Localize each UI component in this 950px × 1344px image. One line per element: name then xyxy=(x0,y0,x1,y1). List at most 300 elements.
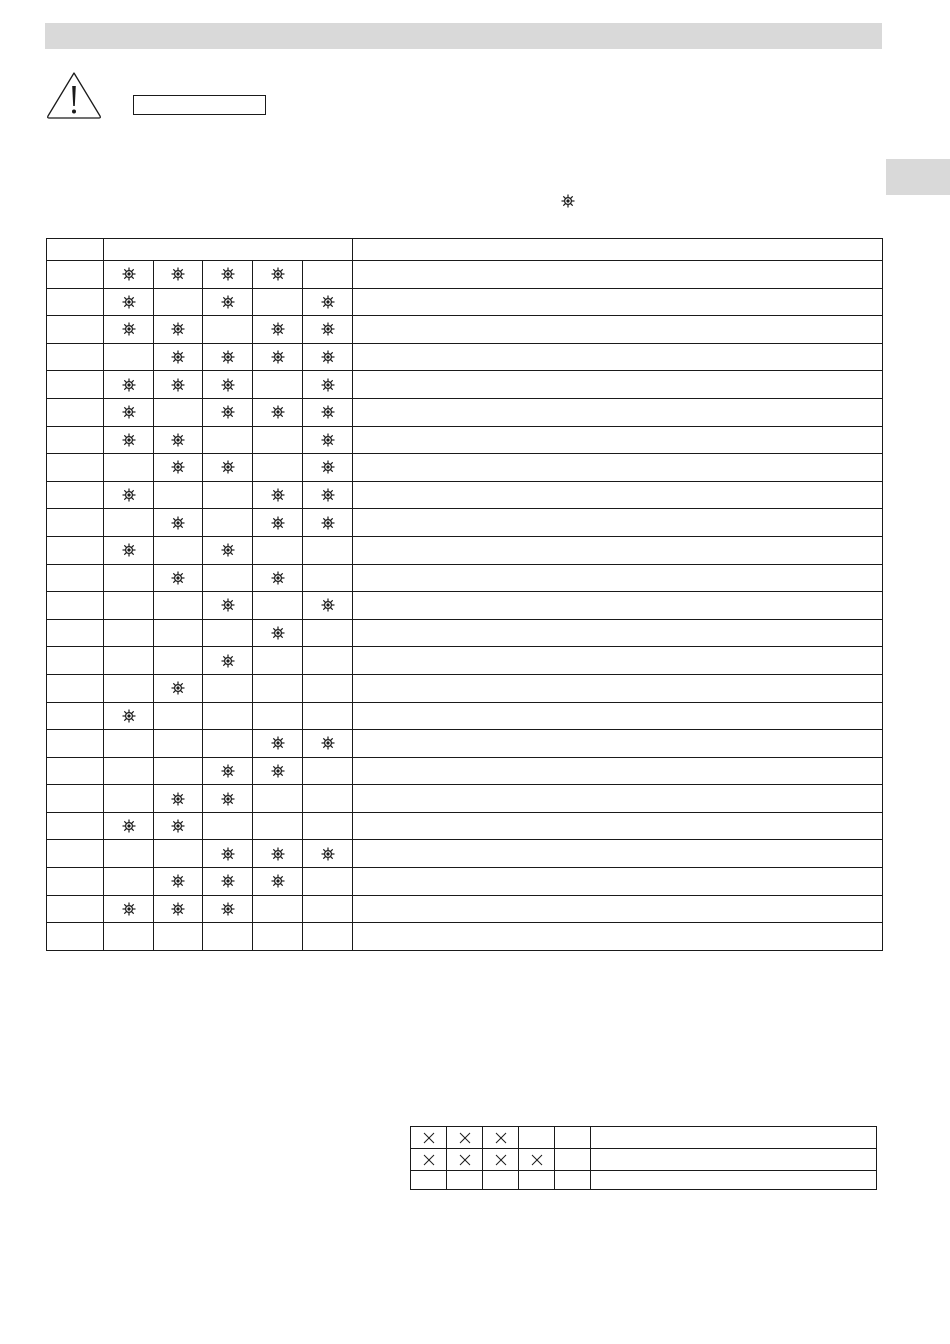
code-cell xyxy=(47,647,104,675)
led-cell xyxy=(154,895,203,923)
led-flash-icon xyxy=(321,322,335,336)
led-flash-icon xyxy=(321,405,335,419)
description-cell xyxy=(353,454,883,482)
cross-cell xyxy=(483,1171,519,1190)
led-cell xyxy=(154,398,203,426)
code-cell xyxy=(47,536,104,564)
led-cell xyxy=(203,702,253,730)
description-cell xyxy=(353,398,883,426)
led-flash-icon xyxy=(122,433,136,447)
led-cell xyxy=(154,619,203,647)
code-cell xyxy=(47,702,104,730)
led-cell xyxy=(303,454,353,482)
table-row xyxy=(47,316,883,344)
led-cell xyxy=(303,509,353,537)
cross-cell xyxy=(483,1127,519,1149)
led-cell xyxy=(303,647,353,675)
led-cell xyxy=(154,702,203,730)
code-cell xyxy=(47,371,104,399)
led-cell xyxy=(154,674,203,702)
description-cell xyxy=(353,481,883,509)
led-cell xyxy=(154,536,203,564)
led-cell xyxy=(203,454,253,482)
led-flash-icon xyxy=(122,295,136,309)
led-cell xyxy=(253,923,303,951)
cross-icon xyxy=(495,1132,507,1144)
led-cell xyxy=(203,840,253,868)
led-flash-icon xyxy=(271,350,285,364)
table-row xyxy=(47,509,883,537)
led-cell xyxy=(253,261,303,289)
cross-cell xyxy=(555,1149,591,1171)
led-cell xyxy=(203,757,253,785)
led-cell xyxy=(154,592,203,620)
led-flash-icon xyxy=(171,874,185,888)
led-flash-icon xyxy=(321,488,335,502)
led-flash-icon xyxy=(271,764,285,778)
led-flash-icon xyxy=(321,598,335,612)
description-cell xyxy=(353,371,883,399)
led-flash-icon xyxy=(171,681,185,695)
led-flash-icon xyxy=(321,460,335,474)
led-flash-icon xyxy=(321,350,335,364)
led-cell xyxy=(303,343,353,371)
warning-triangle-icon xyxy=(45,70,103,120)
led-cell xyxy=(203,812,253,840)
cross-cell xyxy=(411,1149,447,1171)
led-flash-icon xyxy=(271,736,285,750)
code-cell xyxy=(47,316,104,344)
led-flash-icon xyxy=(221,764,235,778)
table-row xyxy=(47,702,883,730)
table-row xyxy=(47,619,883,647)
led-flash-icon xyxy=(321,736,335,750)
led-cell xyxy=(303,371,353,399)
description-cell xyxy=(353,674,883,702)
led-cell xyxy=(203,564,253,592)
led-cell xyxy=(104,923,154,951)
led-cell xyxy=(253,592,303,620)
cross-cell xyxy=(519,1171,555,1190)
table-row xyxy=(411,1149,877,1171)
led-flash-icon xyxy=(321,516,335,530)
led-flash-icon xyxy=(221,847,235,861)
description-cell xyxy=(353,592,883,620)
led-cell xyxy=(253,757,303,785)
led-cell xyxy=(253,647,303,675)
led-cell xyxy=(154,288,203,316)
led-flash-icon xyxy=(561,194,575,208)
led-flash-icon xyxy=(221,295,235,309)
label-box xyxy=(133,95,266,115)
led-cell xyxy=(303,398,353,426)
led-flash-icon xyxy=(321,378,335,392)
led-cell xyxy=(154,481,203,509)
led-flash-icon xyxy=(171,460,185,474)
led-flash-icon xyxy=(221,460,235,474)
cross-icon xyxy=(423,1154,435,1166)
led-cell xyxy=(154,343,203,371)
led-cell xyxy=(203,592,253,620)
led-flash-icon xyxy=(171,378,185,392)
header-cell xyxy=(47,239,104,261)
table-row xyxy=(47,730,883,758)
led-cell xyxy=(253,564,303,592)
led-flash-icon xyxy=(271,626,285,640)
led-flash-icon xyxy=(171,792,185,806)
led-cell xyxy=(154,261,203,289)
led-cell xyxy=(203,343,253,371)
led-flash-icon xyxy=(221,378,235,392)
led-flash-icon xyxy=(321,433,335,447)
led-flash-icon xyxy=(221,598,235,612)
description-cell xyxy=(353,812,883,840)
cross-icon xyxy=(495,1154,507,1166)
cross-cell xyxy=(411,1171,447,1190)
led-flash-icon xyxy=(171,819,185,833)
led-cell xyxy=(154,757,203,785)
led-cell xyxy=(203,261,253,289)
header-bar xyxy=(45,23,882,49)
led-flash-icon xyxy=(271,571,285,585)
code-cell xyxy=(47,343,104,371)
led-cell xyxy=(203,316,253,344)
cross-cell xyxy=(447,1127,483,1149)
code-cell xyxy=(47,564,104,592)
led-cell xyxy=(253,840,303,868)
description-cell xyxy=(353,757,883,785)
led-cell xyxy=(303,564,353,592)
led-flash-icon xyxy=(171,516,185,530)
cross-icon xyxy=(423,1132,435,1144)
led-cell xyxy=(154,868,203,896)
led-flash-icon xyxy=(271,322,285,336)
led-cell xyxy=(253,426,303,454)
table-row xyxy=(47,371,883,399)
led-flash-icon xyxy=(221,902,235,916)
led-cell xyxy=(203,288,253,316)
led-cell xyxy=(104,674,154,702)
led-cell xyxy=(253,730,303,758)
led-cell xyxy=(303,730,353,758)
description-cell xyxy=(353,868,883,896)
led-cell xyxy=(253,288,303,316)
led-cell xyxy=(203,730,253,758)
led-flash-icon xyxy=(271,267,285,281)
led-cell xyxy=(154,785,203,813)
led-flash-icon xyxy=(271,874,285,888)
led-cell xyxy=(104,785,154,813)
led-flash-icon xyxy=(221,405,235,419)
cross-cell xyxy=(447,1149,483,1171)
code-cell xyxy=(47,426,104,454)
led-cell xyxy=(303,619,353,647)
led-cell xyxy=(253,481,303,509)
led-cell xyxy=(303,757,353,785)
led-cell xyxy=(253,398,303,426)
code-cell xyxy=(47,730,104,758)
led-flash-icon xyxy=(122,322,136,336)
side-tab xyxy=(886,159,950,195)
code-cell xyxy=(47,923,104,951)
led-cell xyxy=(203,647,253,675)
cross-icon xyxy=(459,1132,471,1144)
led-cell xyxy=(303,674,353,702)
led-flash-icon xyxy=(171,350,185,364)
code-cell xyxy=(47,481,104,509)
led-cell xyxy=(303,426,353,454)
table-row xyxy=(47,895,883,923)
led-flash-icon xyxy=(271,488,285,502)
led-cell xyxy=(203,398,253,426)
code-cell xyxy=(47,757,104,785)
led-cell xyxy=(104,288,154,316)
led-cell xyxy=(104,757,154,785)
header-cell xyxy=(104,239,353,261)
led-cell xyxy=(303,840,353,868)
led-cell xyxy=(203,509,253,537)
led-cell xyxy=(104,371,154,399)
led-cell xyxy=(154,840,203,868)
code-cell xyxy=(47,895,104,923)
led-flash-icon xyxy=(221,267,235,281)
led-cell xyxy=(303,261,353,289)
description-cell xyxy=(353,895,883,923)
cross-cell xyxy=(555,1127,591,1149)
description-cell xyxy=(353,923,883,951)
led-cell xyxy=(154,371,203,399)
led-cell xyxy=(203,895,253,923)
led-status-table xyxy=(46,238,883,951)
led-flash-icon xyxy=(171,902,185,916)
led-cell xyxy=(203,923,253,951)
table-row xyxy=(47,454,883,482)
led-cell xyxy=(253,868,303,896)
description-cell xyxy=(353,840,883,868)
description-cell xyxy=(353,343,883,371)
table-row xyxy=(411,1127,877,1149)
led-cell xyxy=(203,868,253,896)
description-cell xyxy=(353,564,883,592)
led-flash-icon xyxy=(321,295,335,309)
led-cell xyxy=(104,536,154,564)
led-flash-icon xyxy=(171,267,185,281)
cross-cell xyxy=(447,1171,483,1190)
led-cell xyxy=(154,812,203,840)
table-row xyxy=(47,288,883,316)
led-cell xyxy=(104,398,154,426)
led-flash-icon xyxy=(122,902,136,916)
led-flash-icon xyxy=(122,543,136,557)
code-cell xyxy=(47,785,104,813)
description-cell xyxy=(353,785,883,813)
led-cell xyxy=(154,730,203,758)
cross-table xyxy=(410,1126,877,1190)
led-cell xyxy=(303,316,353,344)
led-flash-icon xyxy=(271,405,285,419)
code-cell xyxy=(47,868,104,896)
led-cell xyxy=(303,868,353,896)
led-cell xyxy=(303,481,353,509)
description-cell xyxy=(353,316,883,344)
led-cell xyxy=(154,564,203,592)
led-cell xyxy=(104,316,154,344)
table-row xyxy=(47,812,883,840)
description-cell xyxy=(591,1171,877,1190)
led-cell xyxy=(203,426,253,454)
led-cell xyxy=(154,426,203,454)
led-cell xyxy=(253,371,303,399)
led-cell xyxy=(253,343,303,371)
led-cell xyxy=(303,812,353,840)
led-cell xyxy=(104,730,154,758)
code-cell xyxy=(47,674,104,702)
description-cell xyxy=(353,426,883,454)
led-cell xyxy=(303,702,353,730)
led-cell xyxy=(253,509,303,537)
table-row xyxy=(47,426,883,454)
led-cell xyxy=(303,785,353,813)
description-cell xyxy=(353,288,883,316)
led-cell xyxy=(253,785,303,813)
code-cell xyxy=(47,592,104,620)
led-flash-icon xyxy=(271,847,285,861)
led-cell xyxy=(104,454,154,482)
code-cell xyxy=(47,840,104,868)
table-row xyxy=(47,398,883,426)
led-cell xyxy=(253,316,303,344)
table-row xyxy=(47,674,883,702)
led-flash-icon xyxy=(171,571,185,585)
led-cell xyxy=(203,674,253,702)
description-cell xyxy=(353,509,883,537)
led-cell xyxy=(303,536,353,564)
led-cell xyxy=(253,702,303,730)
table-row xyxy=(47,757,883,785)
table-row xyxy=(47,564,883,592)
led-cell xyxy=(104,343,154,371)
led-cell xyxy=(104,868,154,896)
led-cell xyxy=(154,509,203,537)
code-cell xyxy=(47,509,104,537)
description-cell xyxy=(591,1149,877,1171)
led-flash-icon xyxy=(221,874,235,888)
code-cell xyxy=(47,812,104,840)
cross-cell xyxy=(411,1127,447,1149)
table-row xyxy=(47,923,883,951)
led-cell xyxy=(303,895,353,923)
code-cell xyxy=(47,398,104,426)
code-cell xyxy=(47,288,104,316)
led-cell xyxy=(203,481,253,509)
table-row xyxy=(47,261,883,289)
led-flash-icon xyxy=(221,350,235,364)
description-cell xyxy=(353,536,883,564)
led-cell xyxy=(154,454,203,482)
code-cell xyxy=(47,261,104,289)
led-flash-icon xyxy=(122,378,136,392)
cross-icon xyxy=(459,1154,471,1166)
description-cell xyxy=(353,730,883,758)
led-cell xyxy=(253,536,303,564)
cross-cell xyxy=(519,1127,555,1149)
code-cell xyxy=(47,619,104,647)
led-flash-icon xyxy=(221,654,235,668)
description-cell xyxy=(353,647,883,675)
led-cell xyxy=(303,923,353,951)
led-cell xyxy=(104,619,154,647)
code-cell xyxy=(47,454,104,482)
led-cell xyxy=(104,481,154,509)
led-cell xyxy=(154,647,203,675)
led-flash-icon xyxy=(221,792,235,806)
description-cell xyxy=(353,702,883,730)
table-row xyxy=(47,592,883,620)
led-cell xyxy=(303,288,353,316)
header-cell xyxy=(353,239,883,261)
table-row xyxy=(47,481,883,509)
table-row xyxy=(47,868,883,896)
table-header-row xyxy=(47,239,883,261)
cross-cell xyxy=(555,1171,591,1190)
led-flash-icon xyxy=(171,433,185,447)
table-row xyxy=(47,536,883,564)
led-cell xyxy=(203,619,253,647)
led-flash-icon xyxy=(122,709,136,723)
table-row xyxy=(47,647,883,675)
led-cell xyxy=(104,812,154,840)
led-flash-icon xyxy=(321,847,335,861)
led-cell xyxy=(253,674,303,702)
led-flash-icon xyxy=(122,267,136,281)
led-cell xyxy=(104,261,154,289)
led-flash-icon xyxy=(122,819,136,833)
led-cell xyxy=(203,785,253,813)
led-flash-icon xyxy=(221,543,235,557)
table-row xyxy=(47,785,883,813)
led-cell xyxy=(104,509,154,537)
led-flash-icon xyxy=(171,322,185,336)
led-cell xyxy=(154,316,203,344)
led-cell xyxy=(154,923,203,951)
description-cell xyxy=(591,1127,877,1149)
led-cell xyxy=(253,454,303,482)
led-cell xyxy=(253,895,303,923)
led-cell xyxy=(203,536,253,564)
led-cell xyxy=(104,426,154,454)
led-cell xyxy=(104,592,154,620)
description-cell xyxy=(353,619,883,647)
led-cell xyxy=(104,895,154,923)
table-row xyxy=(411,1171,877,1190)
led-cell xyxy=(104,702,154,730)
led-cell xyxy=(303,592,353,620)
led-cell xyxy=(253,812,303,840)
description-cell xyxy=(353,261,883,289)
led-cell xyxy=(104,647,154,675)
cross-icon xyxy=(531,1154,543,1166)
led-cell xyxy=(104,840,154,868)
cross-cell xyxy=(519,1149,555,1171)
led-flash-icon xyxy=(122,488,136,502)
table-row xyxy=(47,840,883,868)
led-flash-icon xyxy=(271,516,285,530)
led-cell xyxy=(203,371,253,399)
led-cell xyxy=(104,564,154,592)
led-flash-icon xyxy=(122,405,136,419)
table-row xyxy=(47,343,883,371)
cross-cell xyxy=(483,1149,519,1171)
